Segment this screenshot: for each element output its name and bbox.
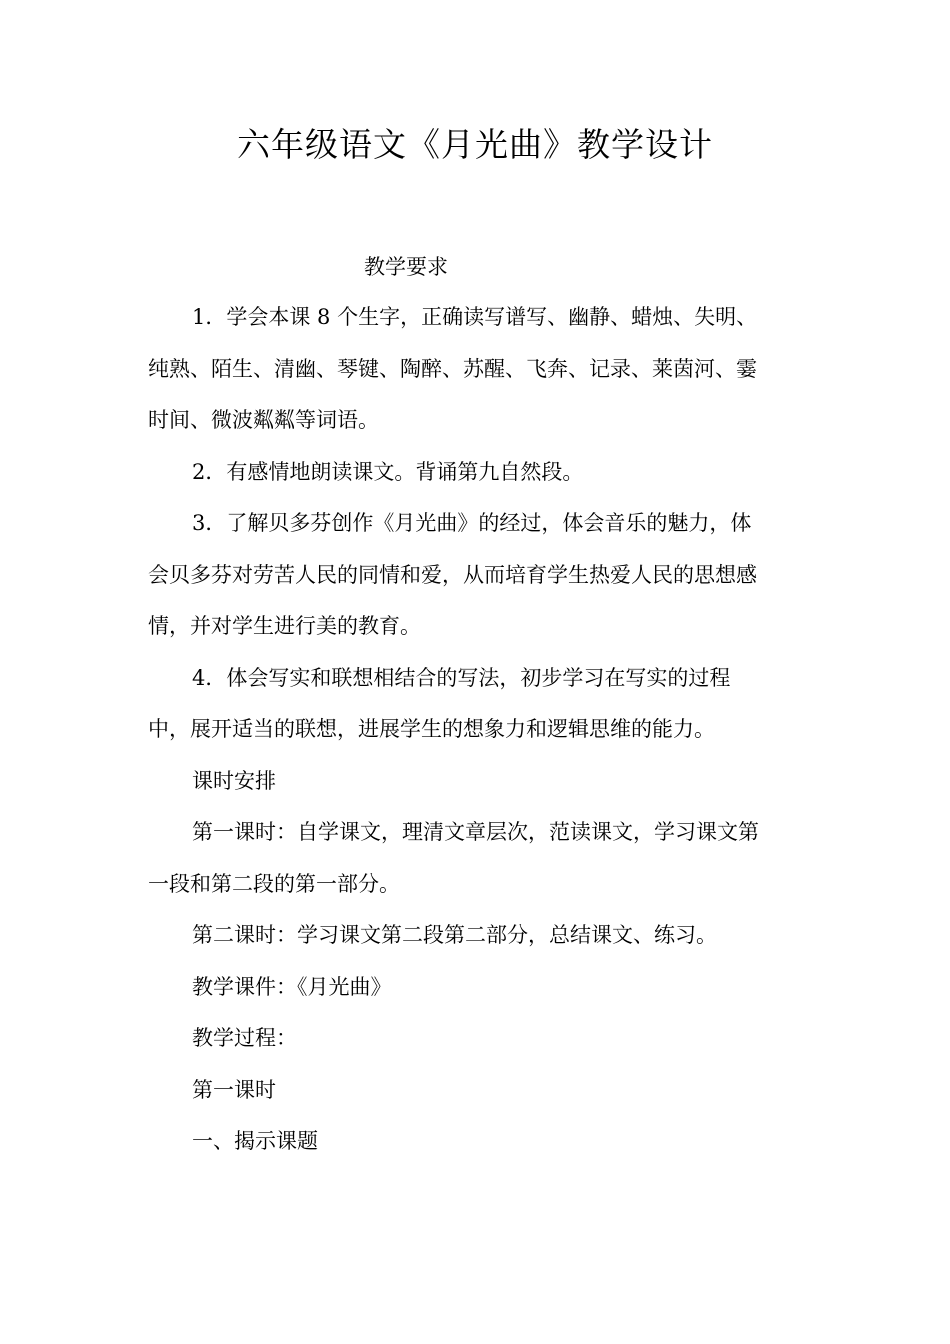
lesson-2: 第二课时：学习课文第二段第二部分，总结课文、练习。 (192, 923, 717, 947)
document-body (148, 292, 808, 1168)
first-lesson-heading: 第一课时 (192, 1077, 276, 1102)
requirement-3-line-2: 会贝多芬对劳苦人民的同情和爱，从而培育学生热爱人民的思想感 (148, 562, 757, 587)
requirements-heading: 教学要求 (364, 255, 448, 279)
requirement-1-line-1: 1．学会本课 8 个生字，正确读写谱写、幽静、蜡烛、失明、 (192, 305, 758, 329)
requirement-3-line-3: 情，并对学生进行美的教育。 (148, 614, 421, 638)
step-1-heading: 一、揭示课题 (192, 1129, 318, 1153)
requirement-1-line-2: 纯熟、陌生、清幽、琴键、陶醉、苏醒、飞奔、记录、莱茵河、霎 (148, 356, 757, 381)
courseware: 教学课件：《月光曲》 (192, 974, 392, 999)
document-title: 六年级语文《月光曲》教学设计 (237, 125, 713, 164)
lesson-1-line-1: 第一课时：自学课文，理清文章层次，范读课文，学习课文第 (192, 820, 759, 844)
requirement-2: 2．有感情地朗读课文。背诵第九自然段。 (192, 459, 584, 484)
requirement-1-line-3: 时间、微波粼粼等词语。 (148, 408, 379, 432)
lesson-1-line-2: 一段和第二段的第一部分。 (148, 871, 400, 896)
process-heading: 教学过程： (192, 1026, 297, 1050)
requirement-4-line-2: 中，展开适当的联想，进展学生的想象力和逻辑思维的能力。 (148, 717, 715, 741)
schedule-heading: 课时安排 (192, 768, 276, 793)
requirement-4-line-1: 4．体会写实和联想相结合的写法，初步学习在写实的过程 (192, 665, 731, 690)
requirement-3-line-1: 3．了解贝多芬创作《月光曲》的经过，体会音乐的魅力，体 (192, 511, 752, 535)
